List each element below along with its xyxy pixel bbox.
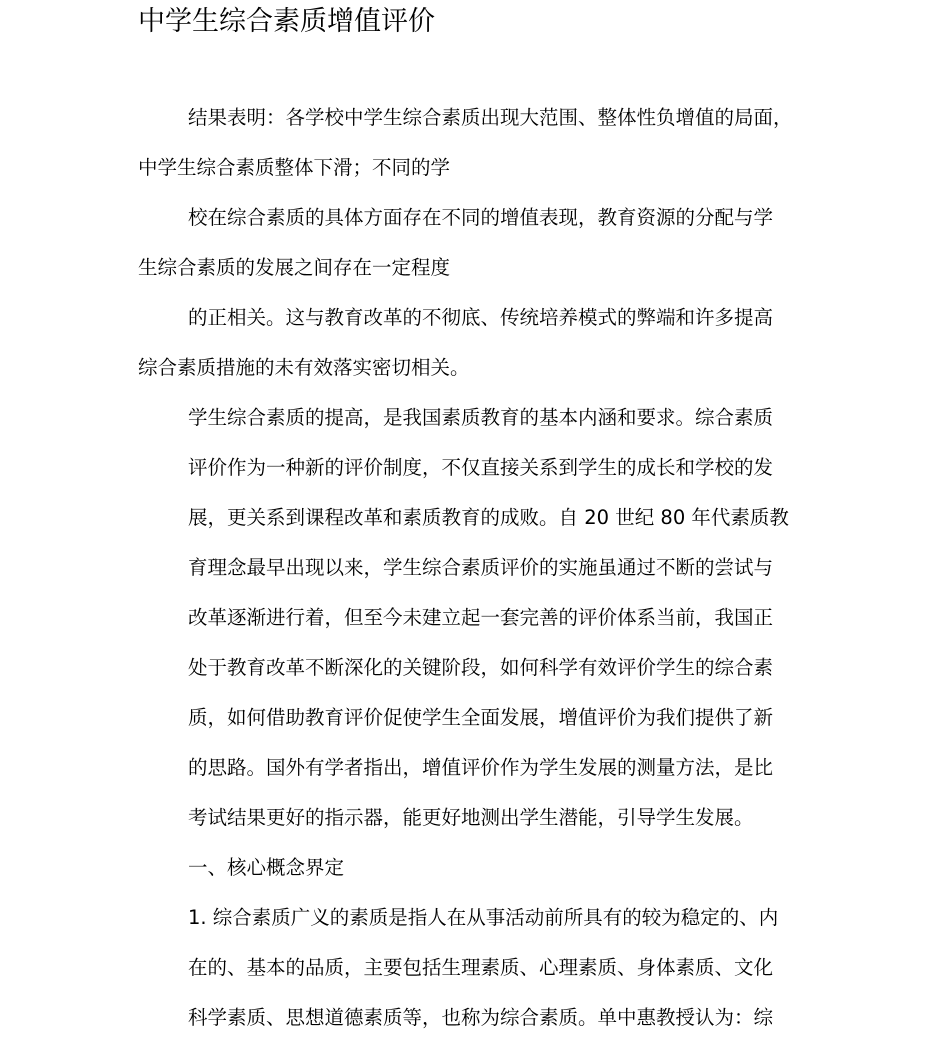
text-line: 评价作为一种新的评价制度，不仅直接关系到学生的成长和学校的发 [188, 456, 774, 479]
text-line: 综合素质措施的未有效落实密切相关。 [138, 356, 470, 379]
text-line: 质，如何借助教育评价促使学生全面发展，增值评价为我们提供了新 [188, 706, 774, 729]
text-line: 生综合素质的发展之间存在一定程度 [138, 256, 451, 279]
text-line: 的思路。国外有学者指出，增值评价作为学生发展的测量方法，是比 [188, 756, 774, 779]
text-line: 考试结果更好的指示器，能更好地测出学生潜能，引导学生发展。 [188, 806, 754, 829]
text-line: 改革逐渐进行着，但至今未建立起一套完善的评价体系当前，我国正 [188, 606, 774, 629]
page-title: 中学生综合素质增值评价 [138, 6, 435, 37]
text-line: 校在综合素质的具体方面存在不同的增值表现，教育资源的分配与学 [188, 206, 774, 229]
text-line: 科学素质、思想道德素质等，也称为综合素质。单中惠教授认为：综 [188, 1006, 774, 1029]
text-line: 结果表明：各学校中学生综合素质出现大范围、整体性负增值的局面， [188, 106, 793, 129]
text-line: 的正相关。这与教育改革的不彻底、传统培养模式的弊端和许多提高 [188, 306, 774, 329]
text-line: 育理念最早出现以来，学生综合素质评价的实施虽通过不断的尝试与 [188, 556, 774, 579]
text-line: 学生综合素质的提高，是我国素质教育的基本内涵和要求。综合素质 [188, 406, 774, 429]
text-line: 中学生综合素质整体下滑；不同的学 [138, 156, 451, 179]
text-line: 在的、基本的品质，主要包括生理素质、心理素质、身体素质、文化 [188, 956, 774, 979]
text-line: 1. 综合素质广义的素质是指人在从事活动前所具有的较为稳定的、内 [188, 906, 779, 929]
text-line: 展，更关系到课程改革和素质教育的成败。自 20 世纪 80 年代素质教 [188, 506, 789, 529]
text-line: 处于教育改革不断深化的关键阶段，如何科学有效评价学生的综合素 [188, 656, 774, 679]
section-heading: 一、核心概念界定 [188, 856, 345, 879]
